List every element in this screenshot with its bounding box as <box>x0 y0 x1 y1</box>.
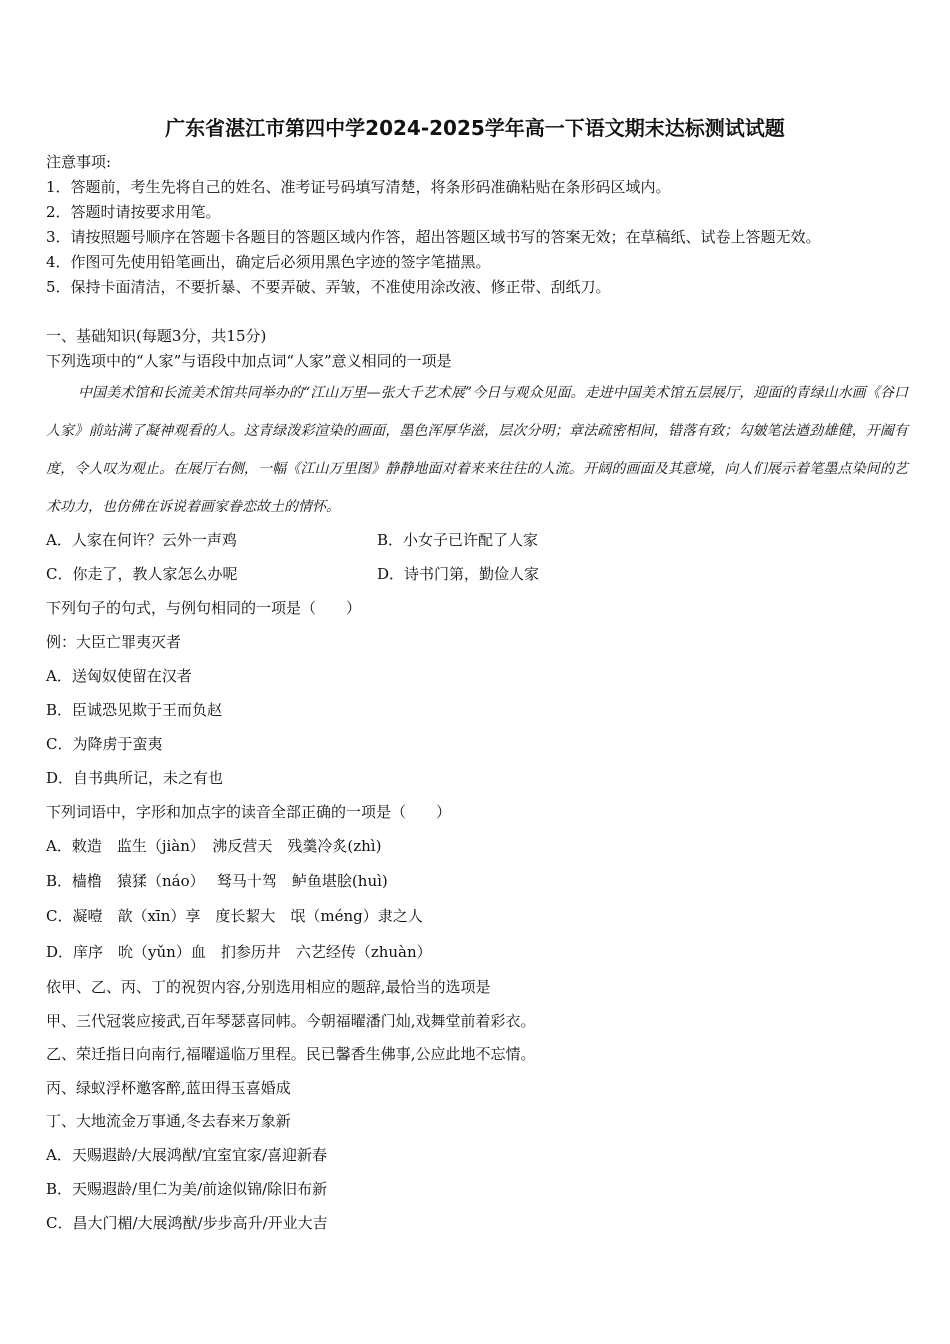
option-b: B．天赐遐龄/里仁为美/前途似锦/除旧布新 <box>46 1180 328 1198</box>
option-c: C．你走了，教人家怎么办呢 <box>46 565 238 583</box>
greeting-item: 甲、三代冠裳应接武,百年琴瑟喜同帏。今朝福曜潘门灿,戏舞堂前着彩衣。 <box>46 1012 536 1030</box>
notice-item: 2．答题时请按要求用笔。 <box>46 203 221 221</box>
question-stem: 下列词语中，字形和加点字的读音全部正确的一项是（ ） <box>46 803 452 821</box>
notice-item: 1．答题前，考生先将自己的姓名、准考证号码填写清楚，将条形码准确粘贴在条形码区域内。 <box>46 178 671 196</box>
question-stem: 下列句子的句式，与例句相同的一项是（ ） <box>46 599 362 617</box>
passage-text: 中国美术馆和长流美术馆共同举办的“江山万里—张大千艺术展”今日与观众见面。走进中国美术馆五层展厅，迎面的青绿山水画《谷口人家》前站满了凝神观看的人。这青绿泼彩渲染的画面，墨色浑厚华滋，层次分明；章法疏密相间，错落有致；勾皴笔法遒劲雄健，开阖有度，令人叹为观止。在展厅右侧，一幅《江山万里图》静静地面对着来来往往的人流。开阔的画面及其意境，向人们展示着笔墨点染间的艺术功力，也仿佛在诉说着画家眷恋故土的情怀。 <box>46 385 908 515</box>
option-a: A．敕造 监生（jiàn） 沸反营天 残羹冷炙(zhì) <box>46 837 382 855</box>
option-a: A．送匈奴使留在汉者 <box>46 667 192 685</box>
reading-passage <box>46 374 908 526</box>
option-b: B．臣诚恐见欺于王而负赵 <box>46 701 223 719</box>
greeting-item: 丁、大地流金万事通,冬去春来万象新 <box>46 1112 291 1130</box>
greeting-item: 乙、荣迁指日向南行,福曜遥临万里程。民已馨香生佛事,公应此地不忘情。 <box>46 1045 536 1063</box>
section-heading: 一、基础知识(每题3分，共15分) <box>46 327 267 345</box>
notice-item: 3．请按照题号顺序在答题卡各题目的答题区域内作答，超出答题区域书写的答案无效；在草稿纸、试卷上答题无效。 <box>46 228 821 246</box>
option-a: A．人家在何许？云外一声鸡 <box>46 531 237 549</box>
option-d: D．自书典所记，未之有也 <box>46 769 224 787</box>
question-stem: 下列选项中的“人家”与语段中加点词“人家”意义相同的一项是 <box>46 352 452 370</box>
option-b: B．小女子已许配了人家 <box>377 531 539 549</box>
option-b: B．樯橹 猿猱（náo） 驽马十驾 鲈鱼堪脍(huì) <box>46 872 388 890</box>
notice-heading: 注意事项: <box>46 153 112 171</box>
option-c: C．凝噎 歆（xīn）享 度长絜大 氓（méng）隶之人 <box>46 907 423 925</box>
page-title: 广东省湛江市第四中学2024-2025学年高一下语文期末达标测试试题 <box>165 116 785 140</box>
option-d: D．诗书门第，勤俭人家 <box>377 565 540 583</box>
greeting-item: 丙、绿蚁浮杯邀客醉,蓝田得玉喜婚成 <box>46 1079 291 1097</box>
notice-item: 5．保持卡面清洁，不要折暴、不要弄破、弄皱，不准使用涂改液、修正带、刮纸刀。 <box>46 278 611 296</box>
notice-item: 4．作图可先使用铅笔画出，确定后必须用黑色字迹的签字笔描黑。 <box>46 253 491 271</box>
question-stem: 依甲、乙、丙、丁的祝贺内容,分别选用相应的题辞,最恰当的选项是 <box>46 978 491 996</box>
option-c: C．为降虏于蛮夷 <box>46 735 163 753</box>
example-sentence: 例：大臣亡罪夷灭者 <box>46 633 182 651</box>
option-d: D．庠序 吮（yǔn）血 扪参历井 六艺经传（zhuàn） <box>46 943 432 961</box>
option-c: C．昌大门楣/大展鸿猷/步步高升/开业大吉 <box>46 1214 328 1232</box>
option-a: A．天赐遐龄/大展鸿猷/宜室宜家/喜迎新春 <box>46 1146 327 1164</box>
